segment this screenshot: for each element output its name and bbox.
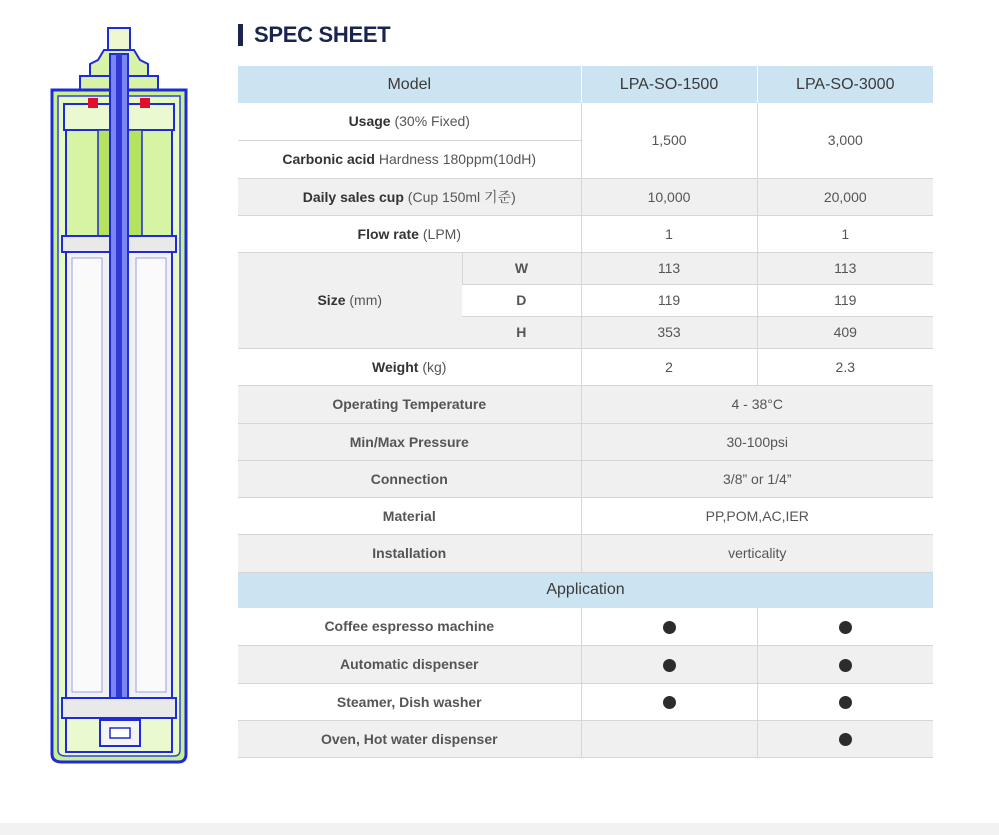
weight-value-3000: 2.3 [757,348,933,385]
table-row-connection [238,460,933,497]
size-dim-d: D [462,284,581,316]
header-model-3000: LPA-SO-3000 [757,66,933,103]
applicable-dot-icon [663,621,676,634]
table-row-installation [238,534,933,572]
size-d-value-1500: 119 [581,284,757,316]
header-model: Model [238,66,581,103]
spec-sheet-heading [238,20,390,50]
row-label-installation: Installation [238,534,581,572]
applicable-dot-icon [663,696,676,709]
size-h-value-3000: 409 [757,316,933,348]
application-mark-1500 [581,683,757,720]
row-label-pressure: Min/Max Pressure [238,423,581,460]
row-label-operating-temperature: Operating Temperature [238,385,581,423]
row-label-weight: Weight (kg) [238,348,581,385]
spec-table [238,66,933,758]
size-w-value-3000: 113 [757,252,933,284]
flow-value-1500: 1 [581,215,757,252]
table-row-daily-sales [238,178,933,215]
header-model-1500: LPA-SO-1500 [581,66,757,103]
application-mark-3000 [757,645,933,683]
application-row [238,608,933,645]
usage-value-1500: 1,500 [581,103,757,178]
operating-temperature-value: 4 - 38°C [581,385,933,423]
size-h-value-1500: 353 [581,316,757,348]
application-heading: Application [238,572,933,608]
application-label: Steamer, Dish washer [238,683,581,720]
application-mark-3000 [757,720,933,757]
application-mark-3000 [757,683,933,720]
table-row-operating-temperature [238,385,933,423]
size-dim-h: H [462,316,581,348]
footer-strip [0,823,999,835]
row-label-size: Size (mm) [238,252,462,348]
table-row-usage [238,103,933,140]
flow-value-3000: 1 [757,215,933,252]
table-row-pressure [238,423,933,460]
application-section-row [238,572,933,608]
application-row [238,683,933,720]
application-label: Coffee espresso machine [238,608,581,645]
row-label-carbonic: Carbonic acid Hardness 180ppm(10dH) [238,140,581,178]
connection-value: 3/8” or 1/4” [581,460,933,497]
installation-value: verticality [581,534,933,572]
table-row-size-w [238,252,933,284]
application-row [238,720,933,757]
applicable-dot-icon [839,696,852,709]
weight-value-1500: 2 [581,348,757,385]
filter-cartridge-illustration [48,24,193,766]
row-label-flow-rate: Flow rate (LPM) [238,215,581,252]
size-w-value-1500: 113 [581,252,757,284]
application-mark-1500 [581,645,757,683]
applicable-dot-icon [839,733,852,746]
title-accent-bar [238,24,243,46]
application-mark-1500 [581,608,757,645]
application-label: Oven, Hot water dispenser [238,720,581,757]
daily-value-3000: 20,000 [757,178,933,215]
table-row-material [238,497,933,534]
table-row-flow-rate [238,215,933,252]
application-row [238,645,933,683]
table-header-row [238,66,933,103]
daily-value-1500: 10,000 [581,178,757,215]
pressure-value: 30-100psi [581,423,933,460]
page-title: SPEC SHEET [254,22,391,47]
material-value: PP,POM,AC,IER [581,497,933,534]
applicable-dot-icon [839,621,852,634]
size-dim-w: W [462,252,581,284]
applicable-dot-icon [663,659,676,672]
size-d-value-3000: 119 [757,284,933,316]
applicable-dot-icon [839,659,852,672]
row-label-material: Material [238,497,581,534]
application-label: Automatic dispenser [238,645,581,683]
row-label-daily-sales: Daily sales cup (Cup 150ml 기준) [238,178,581,215]
row-label-connection: Connection [238,460,581,497]
application-mark-3000 [757,608,933,645]
row-label-usage: Usage (30% Fixed) [238,103,581,140]
table-row-weight [238,348,933,385]
usage-value-3000: 3,000 [757,103,933,178]
application-mark-1500 [581,720,757,757]
